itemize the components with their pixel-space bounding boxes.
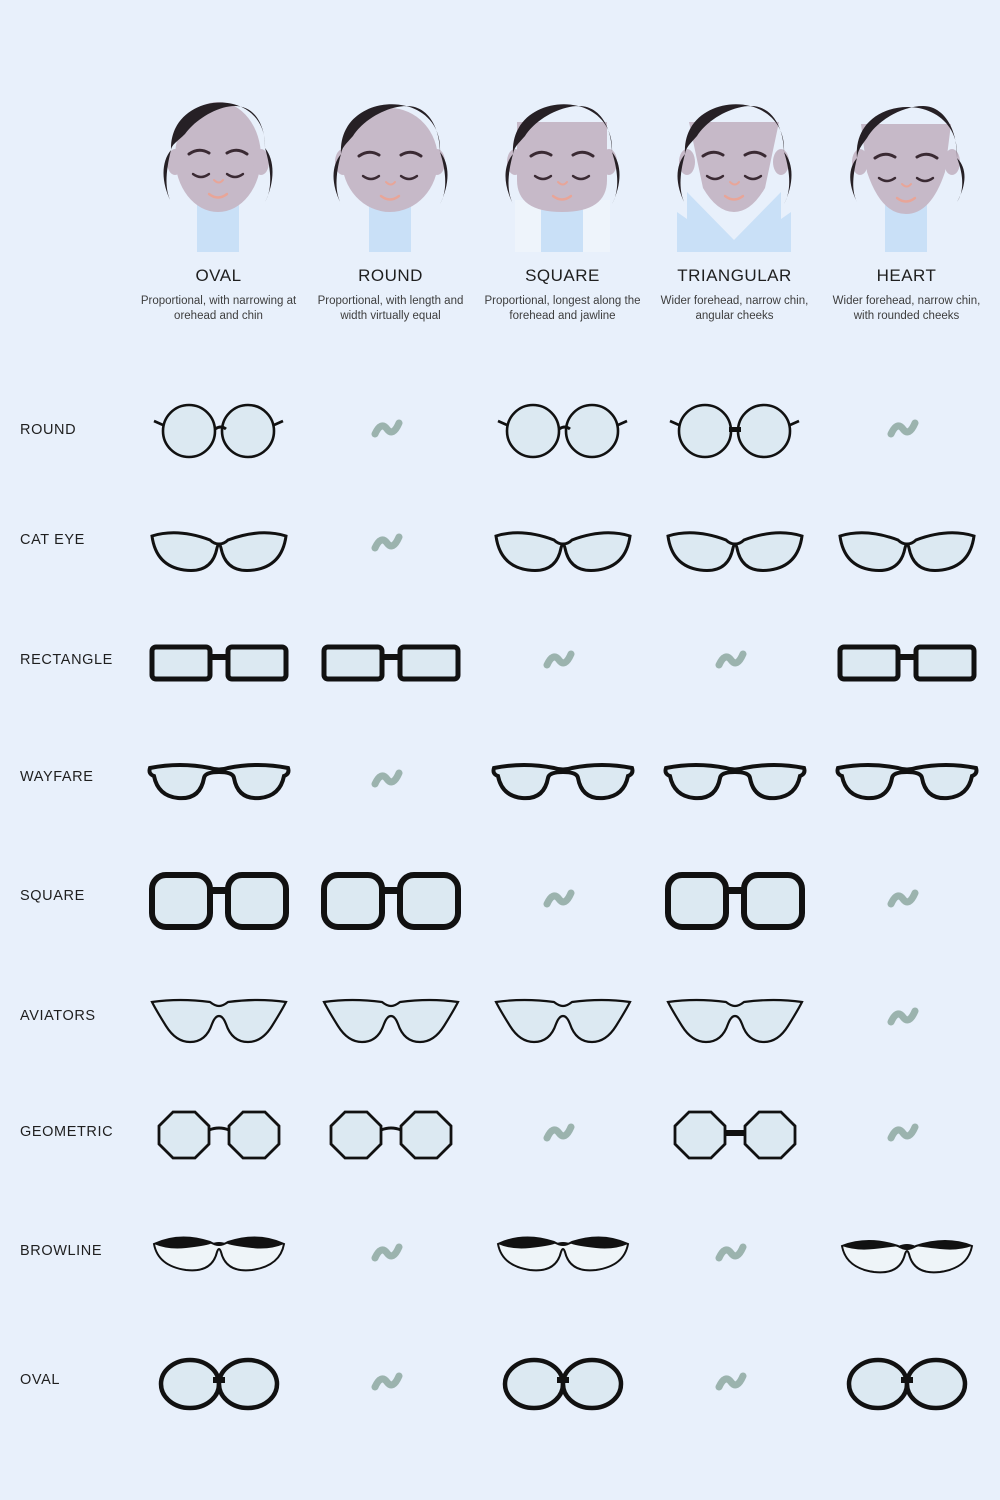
cell-round-square bbox=[475, 376, 650, 486]
no-match-squiggle-icon bbox=[543, 1120, 583, 1150]
cell-square-oval bbox=[131, 846, 306, 956]
no-match-squiggle-icon bbox=[715, 1240, 755, 1270]
cell-oval-oval bbox=[131, 1329, 306, 1439]
cell-rectangle-oval bbox=[131, 607, 306, 717]
no-match-squiggle-icon bbox=[371, 416, 411, 446]
cell-square-square bbox=[475, 846, 650, 956]
row-label-round: ROUND bbox=[20, 422, 77, 438]
cell-oval-heart bbox=[819, 1329, 994, 1439]
face-column-square bbox=[475, 62, 650, 324]
glasses-geometric-icon bbox=[149, 1100, 289, 1170]
cell-aviators-square bbox=[475, 964, 650, 1074]
face-description: Proportional, with narrowing at orehead and chin bbox=[140, 295, 297, 322]
glasses-square-icon bbox=[660, 861, 810, 941]
row-label-wayfare: WAYFARE bbox=[20, 769, 94, 785]
no-match-squiggle-icon bbox=[371, 530, 411, 560]
row-label-geometric: GEOMETRIC bbox=[20, 1124, 114, 1140]
row-label-aviators: AVIATORS bbox=[20, 1008, 96, 1024]
face-column-heart bbox=[819, 62, 994, 324]
row-label-browline: BROWLINE bbox=[20, 1243, 103, 1259]
glasses-rectangle-icon bbox=[144, 627, 294, 697]
glasses-browline-icon bbox=[832, 1220, 982, 1290]
cell-square-round bbox=[303, 846, 478, 956]
row-label-square: SQUARE bbox=[20, 888, 85, 904]
glasses-cat-eye-icon bbox=[660, 510, 810, 580]
no-match-squiggle-icon bbox=[887, 416, 927, 446]
face-illustration-heart bbox=[819, 62, 994, 252]
cell-browline-heart bbox=[819, 1200, 994, 1310]
cell-oval-round bbox=[303, 1329, 478, 1439]
face-description: Proportional, with length and width virtually equal bbox=[317, 295, 464, 322]
cell-cat-eye-round bbox=[303, 490, 478, 600]
cell-geometric-square bbox=[475, 1080, 650, 1190]
face-description: Wider forehead, narrow chin, angular cheeks bbox=[660, 295, 809, 322]
row-label-cat-eye: CAT EYE bbox=[20, 532, 85, 548]
no-match-squiggle-icon bbox=[371, 766, 411, 796]
cell-wayfare-square bbox=[475, 726, 650, 836]
face-illustration-square bbox=[475, 62, 650, 252]
cell-wayfare-round bbox=[303, 726, 478, 836]
cell-geometric-oval bbox=[131, 1080, 306, 1190]
cell-browline-oval bbox=[131, 1200, 306, 1310]
cell-aviators-oval bbox=[131, 964, 306, 1074]
face-illustration-round bbox=[303, 62, 478, 252]
face-column-triangular bbox=[647, 62, 822, 324]
face-title: TRIANGULAR bbox=[677, 266, 792, 285]
glasses-browline-icon bbox=[144, 1220, 294, 1290]
glasses-wayfare-icon bbox=[660, 746, 810, 816]
row-label-oval: OVAL bbox=[20, 1372, 61, 1388]
cell-wayfare-triangular bbox=[647, 726, 822, 836]
cell-round-heart bbox=[819, 376, 994, 486]
glasses-geometric-icon bbox=[665, 1100, 805, 1170]
cell-aviators-heart bbox=[819, 964, 994, 1074]
cell-oval-square bbox=[475, 1329, 650, 1439]
face-illustration-oval bbox=[131, 62, 306, 252]
glasses-wayfare-icon bbox=[488, 746, 638, 816]
face-title: OVAL bbox=[195, 266, 242, 285]
cell-square-heart bbox=[819, 846, 994, 956]
row-label-rectangle: RECTANGLE bbox=[20, 652, 113, 668]
glasses-aviators-icon bbox=[316, 984, 466, 1054]
cell-rectangle-heart bbox=[819, 607, 994, 717]
no-match-squiggle-icon bbox=[543, 886, 583, 916]
cell-rectangle-round bbox=[303, 607, 478, 717]
glasses-round-icon bbox=[495, 396, 630, 466]
glasses-oval-icon bbox=[149, 1349, 289, 1419]
cell-cat-eye-square bbox=[475, 490, 650, 600]
no-match-squiggle-icon bbox=[371, 1369, 411, 1399]
glasses-rectangle-icon bbox=[832, 627, 982, 697]
no-match-squiggle-icon bbox=[887, 1120, 927, 1150]
face-shapes-header bbox=[0, 62, 1000, 362]
glasses-oval-icon bbox=[493, 1349, 633, 1419]
cell-wayfare-oval bbox=[131, 726, 306, 836]
face-description: Wider forehead, narrow chin, with rounded cheeks bbox=[832, 295, 981, 322]
cell-browline-triangular bbox=[647, 1200, 822, 1310]
no-match-squiggle-icon bbox=[887, 886, 927, 916]
no-match-squiggle-icon bbox=[887, 1004, 927, 1034]
glasses-oval-icon bbox=[837, 1349, 977, 1419]
cell-round-round bbox=[303, 376, 478, 486]
face-title: SQUARE bbox=[525, 266, 600, 285]
glasses-aviators-icon bbox=[144, 984, 294, 1054]
cell-round-oval bbox=[131, 376, 306, 486]
glasses-geometric-icon bbox=[321, 1100, 461, 1170]
cell-cat-eye-triangular bbox=[647, 490, 822, 600]
glasses-square-icon bbox=[144, 861, 294, 941]
cell-rectangle-square bbox=[475, 607, 650, 717]
cell-browline-round bbox=[303, 1200, 478, 1310]
glasses-cat-eye-icon bbox=[832, 510, 982, 580]
glasses-aviators-icon bbox=[488, 984, 638, 1054]
cell-aviators-round bbox=[303, 964, 478, 1074]
face-title: HEART bbox=[876, 266, 937, 285]
glasses-cat-eye-icon bbox=[488, 510, 638, 580]
face-column-round bbox=[303, 62, 478, 324]
cell-wayfare-heart bbox=[819, 726, 994, 836]
glasses-browline-icon bbox=[488, 1220, 638, 1290]
glasses-square-icon bbox=[316, 861, 466, 941]
glasses-rectangle-icon bbox=[316, 627, 466, 697]
glasses-aviators-icon bbox=[660, 984, 810, 1054]
face-description: Proportional, longest along the forehead and jawline bbox=[484, 295, 641, 322]
cell-cat-eye-heart bbox=[819, 490, 994, 600]
face-title: ROUND bbox=[358, 266, 423, 285]
cell-geometric-heart bbox=[819, 1080, 994, 1190]
cell-cat-eye-oval bbox=[131, 490, 306, 600]
cell-geometric-round bbox=[303, 1080, 478, 1190]
no-match-squiggle-icon bbox=[715, 647, 755, 677]
cell-aviators-triangular bbox=[647, 964, 822, 1074]
glasses-wayfare-icon bbox=[144, 746, 294, 816]
no-match-squiggle-icon bbox=[715, 1369, 755, 1399]
glasses-round-icon bbox=[667, 396, 802, 466]
glasses-cat-eye-icon bbox=[144, 510, 294, 580]
cell-round-triangular bbox=[647, 376, 822, 486]
face-column-oval bbox=[131, 62, 306, 324]
cell-geometric-triangular bbox=[647, 1080, 822, 1190]
face-illustration-triangular bbox=[647, 62, 822, 252]
glasses-wayfare-icon bbox=[832, 746, 982, 816]
cell-rectangle-triangular bbox=[647, 607, 822, 717]
cell-browline-square bbox=[475, 1200, 650, 1310]
cell-square-triangular bbox=[647, 846, 822, 956]
cell-oval-triangular bbox=[647, 1329, 822, 1439]
no-match-squiggle-icon bbox=[543, 647, 583, 677]
glasses-round-icon bbox=[151, 396, 286, 466]
no-match-squiggle-icon bbox=[371, 1240, 411, 1270]
